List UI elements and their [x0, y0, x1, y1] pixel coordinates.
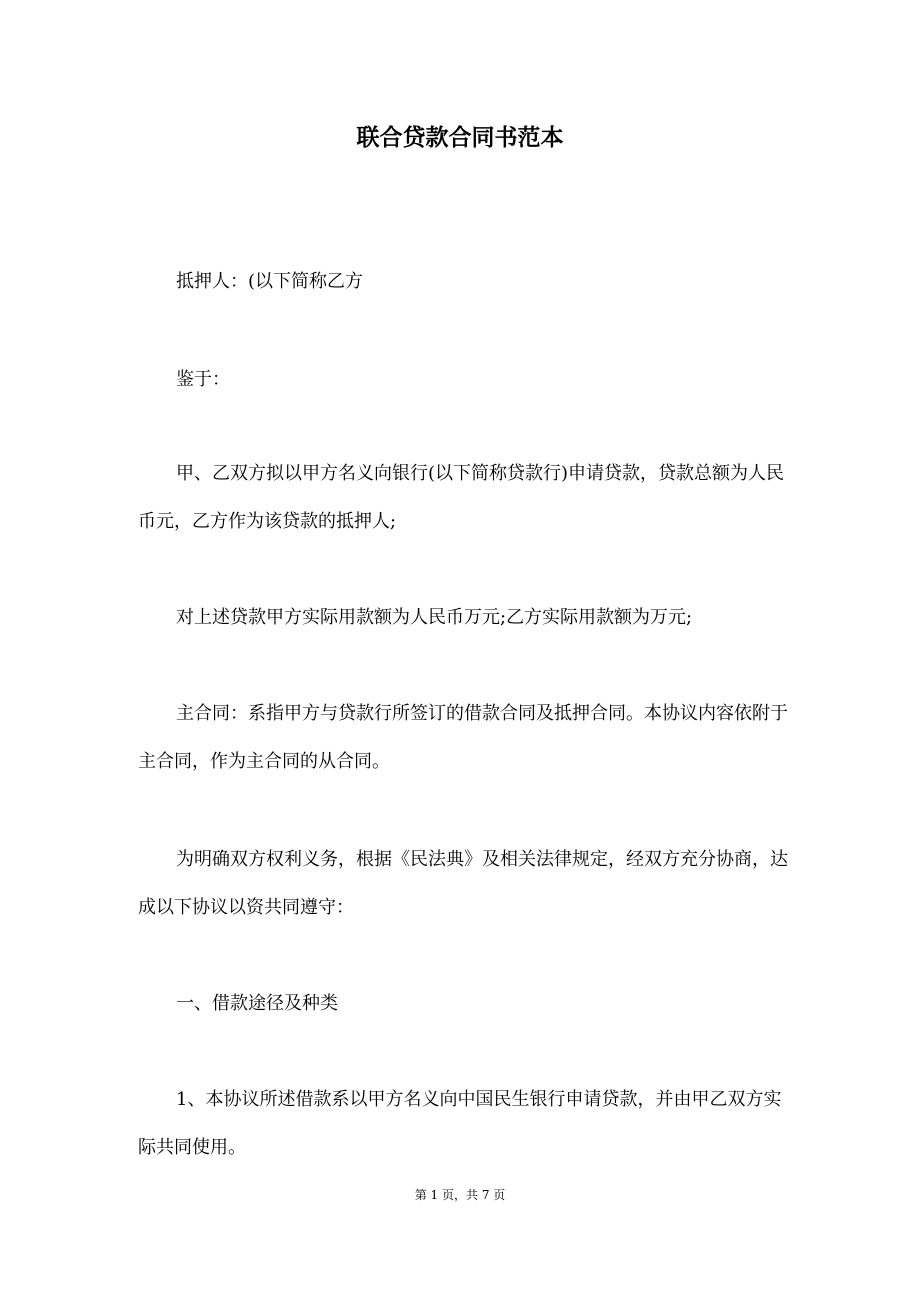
paragraph-mortgagor: 抵押人：(以下简称乙方 — [176, 271, 364, 292]
paragraph-whereas: 鉴于： — [176, 369, 230, 390]
section-heading-loan-type: 一、借款途径及种类 — [176, 993, 338, 1014]
paragraph-main-contract: 主合同：系指甲方与贷款行所签订的借款合同及抵押合同。本协议内容依附于主合同，作为主合同的从合同。 — [138, 703, 788, 772]
document-title: 联合贷款合同书范本 — [356, 125, 564, 151]
paragraph-loan-application: 甲、乙双方拟以甲方名义向银行(以下简称贷款行)申请贷款，贷款总额为人民币元，乙方作为该贷款的抵押人; — [138, 463, 785, 532]
paragraph-clause-1: 1、本协议所述借款系以甲方名义向中国民生银行申请贷款，并由甲乙双方实际共同使用。 — [138, 1089, 782, 1158]
paragraph-purpose: 为明确双方权利义务，根据《民法典》及相关法律规定，经双方充分协商，达成以下协议以资共同遵守： — [138, 849, 788, 918]
page-footer: 第 1 页，共 7 页 — [414, 1188, 506, 1202]
paragraph-loan-usage: 对上述贷款甲方实际用款额为人民币万元;乙方实际用款额为万元; — [176, 607, 693, 628]
